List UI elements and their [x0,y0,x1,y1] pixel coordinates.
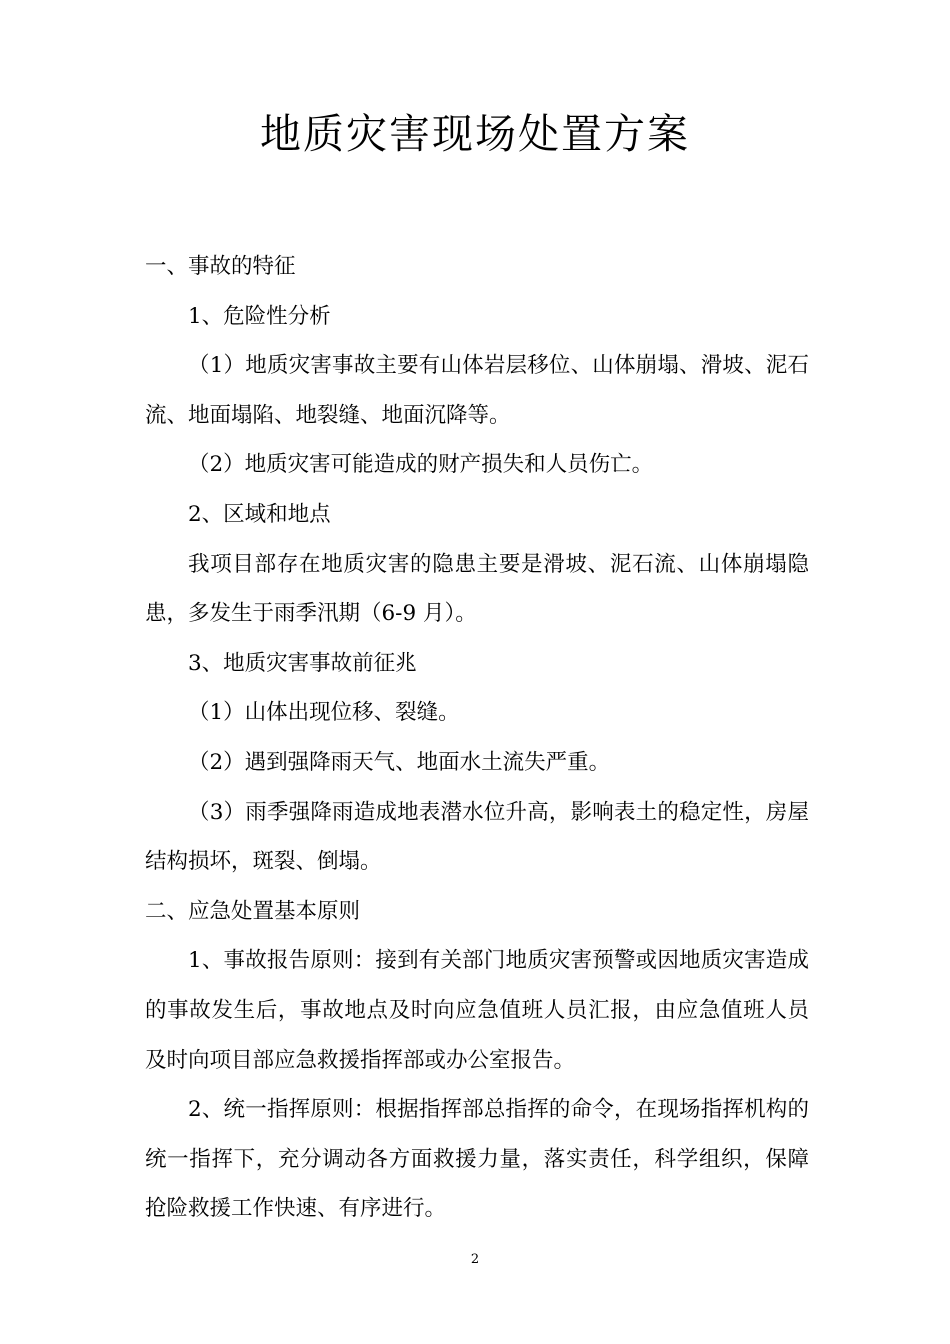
paragraph: 2、统一指挥原则：根据指挥部总指挥的命令，在现场指挥机构的统一指挥下，充分调动各方面救援力量，落实责任，科学组织，保障抢险救援工作快速、有序进行。 [145,1097,809,1222]
page-number: 2 [470,1252,480,1267]
section-heading: 一、事故的特征 [145,254,296,279]
subsection-heading: 1、危险性分析 [188,303,331,329]
paragraph: （1）山体出现位移、裂缝。 [188,700,460,726]
paragraph: （1）地质灾害事故主要有山体岩层移位、山体崩塌、滑坡、泥石流、地面塌陷、地裂缝、地面沉降等。 [145,353,809,428]
paragraph: 1、事故报告原则：接到有关部门地质灾害预警或因地质灾害造成的事故发生后，事故地点及时向应急值班人员汇报，由应急值班人员及时向项目部应急救援指挥部或办公室报告。 [145,948,809,1073]
paragraph: （3）雨季强降雨造成地表潜水位升高，影响表土的稳定性，房屋结构损坏，斑裂、倒塌。 [145,799,809,875]
paragraph: （2）地质灾害可能造成的财产损失和人员伤亡。 [188,452,654,478]
document-title: 地质灾害现场处置方案 [260,110,690,158]
paragraph: （2）遇到强降雨天气、地面水土流失严重。 [188,749,611,775]
subsection-heading: 2、区域和地点 [188,501,331,527]
document-body [145,242,809,1234]
section-heading: 二、应急处置基本原则 [145,898,361,924]
subsection-heading: 3、地质灾害事故前征兆 [188,650,417,676]
paragraph: 我项目部存在地质灾害的隐患主要是滑坡、泥石流、山体崩塌隐患，多发生于雨季汛期（6-9 月）。 [145,551,809,627]
